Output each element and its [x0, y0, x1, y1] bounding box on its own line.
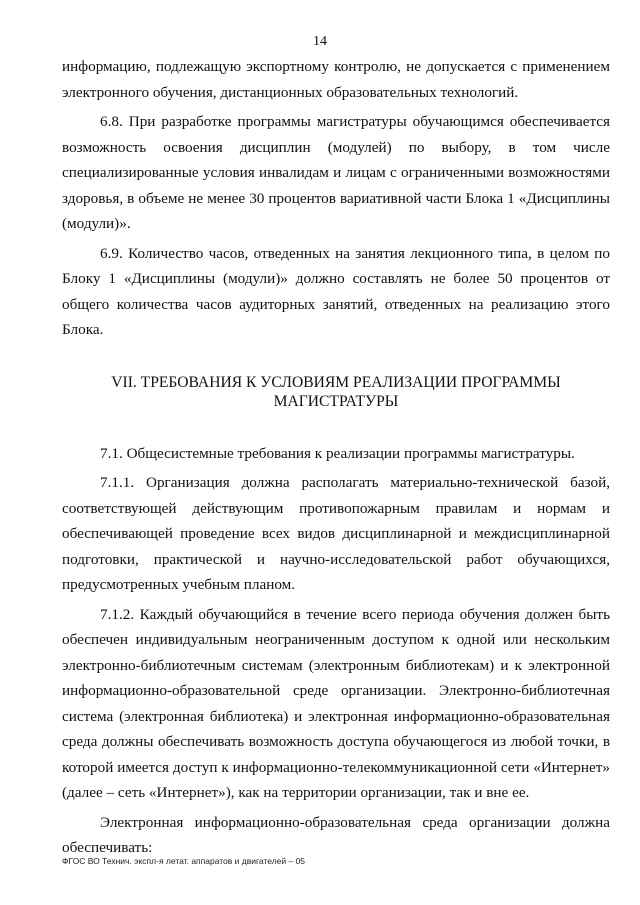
paragraph-7-1-1: 7.1.1. Организация должна располагать материально-технической базой, соответствующей действующим противопожарным правилам и нормам и обеспечивающей проведение всех видов дисциплинарной и междисциплинарной подготовки, практической и научно-исследовательской работ обучающихся, предусмотренных учебным планом.	[62, 474, 610, 593]
document-footer: ФГОС ВО Технич. экспл-я летат. аппаратов и двигателей – 05	[62, 856, 306, 866]
section-heading-line-1: VII. ТРЕБОВАНИЯ К УСЛОВИЯМ РЕАЛИЗАЦИИ ПРОГРАММЫ	[111, 373, 561, 391]
paragraph-7-1: 7.1. Общесистемные требования к реализации программы магистратуры.	[100, 444, 575, 462]
page-number: 14	[313, 34, 327, 49]
paragraph-6-9: 6.9. Количество часов, отведенных на занятия лекционного типа, в целом по Блоку 1 «Дисциплины (модули)» должно составлять не более 50 процентов от общего количества часов аудиторных занятий, отведенных на реализацию этого Блока.	[62, 244, 610, 338]
section-heading	[62, 373, 610, 411]
paragraph-environment: Электронная информационно-образовательная среда организации должна обеспечивать:	[62, 813, 610, 856]
document-body	[62, 54, 610, 861]
paragraph-continuation: информацию, подлежащую экспортному контролю, не допускается с применением электронного обучения, дистанционных образовательных технологий.	[62, 58, 610, 101]
paragraph-6-8: 6.8. При разработке программы магистратуры обучающимся обеспечивается возможность освоения дисциплин (модулей) по выбору, в том числе специализированные условия инвалидам и лицам с ограниченными возможностями здоровья, в объеме не менее 30 процентов вариативной части Блока 1 «Дисциплины (модули)».	[62, 113, 610, 232]
section-heading-line-2: МАГИСТРАТУРЫ	[273, 392, 399, 410]
paragraph-7-1-2: 7.1.2. Каждый обучающийся в течение всего периода обучения должен быть обеспечен индивидуальным неограниченным доступом к одной или нескольким электронно-библиотечным системам (электронным библиотекам) и к электронной информационно-образовательной среде организации. Электронно-библиотечная система (электронная библиотека) и электронная информационно-образовательная среда должны обеспечивать возможность доступа обучающегося из любой точки, в которой имеется доступ к информационно-телекоммуникационной сети «Интернет» (далее – сеть «Интернет»), как на территории организации, так и вне ее.	[62, 605, 610, 801]
